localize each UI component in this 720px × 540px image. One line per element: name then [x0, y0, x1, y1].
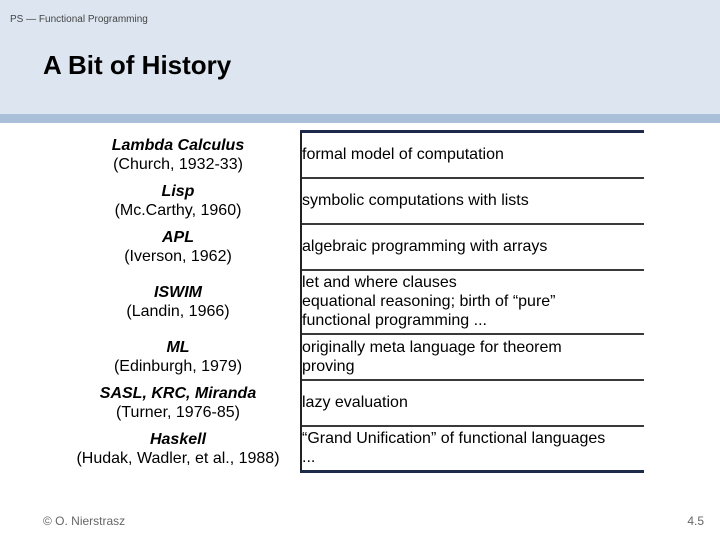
copyright-notice: © O. Nierstrasz — [43, 514, 126, 528]
language-cell — [56, 380, 301, 426]
history-table — [56, 130, 644, 473]
language-cell — [56, 426, 301, 472]
description-cell — [301, 270, 644, 334]
language-name: ISWIM — [154, 283, 202, 301]
description-line: algebraic programming with arrays — [302, 238, 548, 255]
slide-number: 4.5 — [687, 514, 704, 528]
table-row — [56, 178, 644, 224]
table-row — [56, 426, 644, 472]
language-cell — [56, 270, 301, 334]
description-line: “Grand Unification” of functional languages — [302, 430, 606, 448]
description-line: formal model of computation — [302, 146, 504, 164]
language-origin: (Mc.Carthy, 1960) — [114, 201, 242, 219]
language-name: Haskell — [149, 430, 207, 448]
language-cell — [56, 334, 301, 380]
language-origin: (Church, 1932-33) — [113, 155, 243, 173]
description-line: functional programming ... — [302, 312, 487, 329]
description-cell — [301, 334, 644, 380]
language-name: Lambda Calculus — [111, 136, 245, 154]
table-row — [56, 132, 644, 178]
description-cell — [301, 132, 644, 178]
description-cell — [301, 224, 644, 270]
language-origin: (Iverson, 1962) — [124, 247, 232, 265]
table-row — [56, 224, 644, 270]
language-name: Lisp — [161, 182, 195, 200]
language-origin: (Hudak, Wadler, et al., 1988) — [76, 449, 280, 467]
description-line: symbolic computations with lists — [302, 192, 529, 209]
description-cell — [301, 178, 644, 224]
language-cell — [56, 132, 301, 178]
language-origin: (Turner, 1976-85) — [116, 403, 240, 421]
header-stripe — [0, 114, 720, 123]
description-cell — [301, 380, 644, 426]
language-origin: (Landin, 1966) — [126, 302, 230, 320]
language-cell — [56, 178, 301, 224]
table-row — [56, 270, 644, 334]
table-row — [56, 334, 644, 380]
description-line: ... — [302, 449, 316, 467]
language-origin: (Edinburgh, 1979) — [113, 357, 243, 375]
language-name: ML — [166, 338, 190, 356]
description-line: lazy evaluation — [302, 394, 408, 411]
table-row — [56, 380, 644, 426]
course-label: PS — Functional Programming — [10, 14, 148, 25]
description-cell — [301, 426, 644, 472]
description-line: originally meta language for theorem — [302, 338, 562, 356]
description-line: let and where clauses — [302, 274, 457, 291]
description-line: equational reasoning; birth of “pure” — [302, 293, 556, 310]
language-name: APL — [162, 228, 194, 246]
slide-title: A Bit of History — [43, 50, 232, 80]
language-cell — [56, 224, 301, 270]
description-line: proving — [302, 357, 355, 375]
language-name: SASL, KRC, Miranda — [99, 384, 257, 402]
